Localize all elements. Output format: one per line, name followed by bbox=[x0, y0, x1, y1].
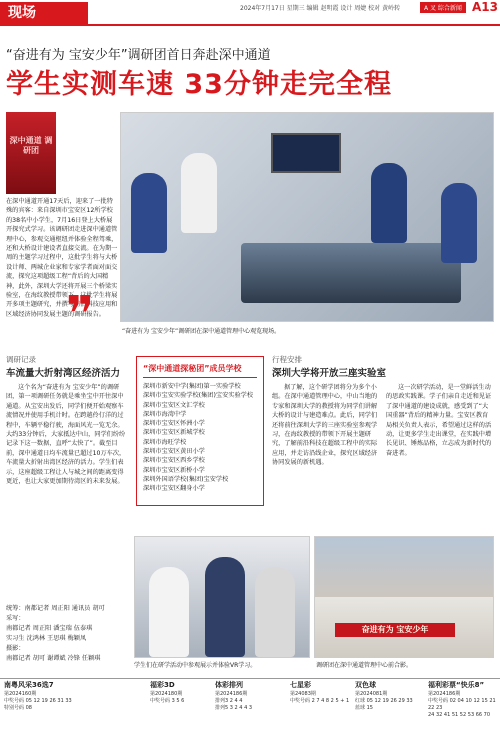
list-item: 深圳外国语学校(集团)宝安学校 bbox=[143, 475, 229, 483]
page-number: A13 bbox=[472, 0, 498, 14]
lottery-block bbox=[355, 682, 425, 712]
lottery-block bbox=[290, 682, 360, 705]
credit-line: 南都记者 周正阳 潘宝瑞 伍泰琪 bbox=[6, 625, 93, 632]
group-photo-caption: 调研团在深中通道管理中心前合影。 bbox=[316, 662, 413, 669]
list-item: 深圳市宝安区西乡学校 bbox=[143, 457, 205, 465]
bridge-model bbox=[241, 243, 461, 303]
student-figure bbox=[131, 173, 167, 253]
student-figure bbox=[441, 183, 477, 263]
lottery-line: 排列3 2 4 4 bbox=[215, 698, 243, 704]
column-body-right: 这一次研学活动，是一堂鲜活生动的思政实践课。学子们亲自走近和见证了深中通道的建设成就，感受到了“大国重器”背后的精神力量。宝安区教育局相关负责人表示，希望通过这样的活动，让更多学生走出课堂，在实践中增长见识、锤炼品格，立志成为新时代的奋进者。 bbox=[386, 384, 492, 457]
column-body-left: 据了解，这个研学团将分为多个小组。在深中通道管理中心，中山当地的专家和深圳大学的教授将为同学们讲解大桥的设计与建造难点。此后，同学们还将前往深圳大学的三座实验室参观学习，在海纹教授的带领下开展主题研究，了解前沿科技在超级工程中的实际应用，并走访沿线企业，探究区域经济协同发展的新机遇。 bbox=[272, 384, 378, 467]
poster-text: 深中通道 调研团 bbox=[9, 136, 53, 155]
list-item: 深圳市宝安区新桥小学 bbox=[143, 466, 205, 474]
edit-badge: A 叉 综合新闻 bbox=[420, 2, 466, 13]
lottery-title: 福利彩票“快乐8” bbox=[428, 681, 485, 689]
column-kicker: 调研记录 bbox=[6, 355, 36, 364]
list-item: 深圳市宝安区黄田小学 bbox=[143, 448, 205, 456]
lottery-title: 体彩排列 bbox=[215, 681, 243, 689]
article-intro: 在深中通道开通17天后，迎来了一批特殊的宾客：来自深圳市宝安区12所学校的38名中小学生，7月16日登上大桥展开探究式学习。该调研团走进深中通道管理中心，参观交通枢纽并体验全程驾乘，还和大桥设计建设者直接交流。在为期一周的主题学习过程中，这批学生将与大桥设计师、两城企业家和专家学者面对面交流，探究这项超级工程“背后的大国精神，此外，深圳大学还将开展三个桥梁实验室，在海纹教授带领下，这批学生将展开多项主题研究，并撰写前沿科技应用和区域经济协同发展主题的调研报告。 bbox=[6, 198, 118, 318]
lottery-line: 第2024081期 bbox=[355, 691, 388, 697]
credit-line: 统筹：南都记者 周正阳 通讯员 胡可 bbox=[6, 605, 105, 612]
lottery-line: 中奖号码 3 5 6 bbox=[150, 698, 185, 704]
poster-image bbox=[6, 112, 56, 194]
lottery-line: 24 32 41 51 52 53 66 70 bbox=[428, 712, 491, 718]
header-rule bbox=[0, 24, 500, 26]
column-kicker: 行程安排 bbox=[272, 355, 302, 364]
column-title: 深圳大学将开放三座实验室 bbox=[272, 368, 387, 379]
box-title: “深中通道探秘团”成员学校 bbox=[143, 363, 257, 378]
lottery-line: 第2024160期 bbox=[4, 691, 37, 697]
list-item: 深圳市海旺学校 bbox=[143, 438, 187, 446]
column-itinerary bbox=[272, 354, 494, 468]
lottery-block bbox=[150, 682, 220, 705]
column-title: 车流量大折射湾区经济活力 bbox=[6, 368, 121, 379]
lottery-line: 中奖号码 02 04 10 12 15 21 22 23 bbox=[428, 698, 496, 711]
credit-line: 摄影： bbox=[6, 645, 25, 652]
list-item: 深圳市宝安区翻身小学 bbox=[143, 485, 205, 493]
list-item: 深圳市新安中学(集团)第一实验学校 bbox=[143, 383, 241, 390]
member-schools-box bbox=[136, 356, 264, 506]
lottery-line: 排列5 3 2 4 4 3 bbox=[215, 705, 253, 711]
lottery-line: 第2024186期 bbox=[215, 691, 248, 697]
display-screen bbox=[271, 133, 341, 173]
lottery-line: 蓝球 15 bbox=[355, 705, 373, 711]
lottery-title: 双色球 bbox=[355, 681, 376, 689]
group-banner: 奋进有为 宝安少年 bbox=[335, 623, 455, 637]
article-credits bbox=[6, 604, 126, 664]
lottery-line: 特别号码 08 bbox=[4, 705, 32, 711]
student-figure bbox=[371, 163, 407, 243]
footer-rule bbox=[0, 678, 500, 679]
article-subhead: “奋进有为 宝安少年”调研团首日奔赴深中通道 bbox=[6, 48, 271, 63]
lottery-title: 南粤风采36选7 bbox=[4, 681, 54, 689]
quote-mark-icon: ❞ bbox=[66, 286, 95, 342]
issue-meta: 2024年7月17日 星期三 编辑 赵明霞 设计 周婕 校对 黄岭转 bbox=[240, 5, 401, 12]
list-item: 深圳市海湾中学 bbox=[143, 410, 187, 418]
lottery-line: 第24083期 bbox=[290, 691, 316, 697]
vr-photo bbox=[134, 536, 310, 658]
lottery-line: 中奖号码 05 12 19 26 31 33 bbox=[4, 698, 72, 704]
lottery-block bbox=[215, 682, 285, 712]
vr-photo-caption: 学生们在研学活动中参观展示并体验VR学习。 bbox=[134, 662, 257, 669]
hero-caption: “奋进有为 宝安少年”调研团在深中通道管理中心观览现场。 bbox=[122, 328, 281, 335]
credit-line: 实习生 沈鸿林 王思琪 梅颖凤 bbox=[6, 635, 87, 642]
section-tab: 现场 bbox=[0, 2, 88, 24]
lottery-block bbox=[4, 682, 84, 712]
article-headline: 学生实测车速 33分钟走完全程 bbox=[6, 69, 392, 100]
student-figure bbox=[181, 153, 217, 233]
lottery-block bbox=[428, 682, 498, 719]
hero-photo bbox=[120, 112, 494, 322]
column-body: 这个名为“奋进有为 宝安少年”的调研团，第一项调研任务就是乘坐宝中开往深中通道。从宝安出发后，同学们便开始观察车流情况并使用手机计时。在跨越伶仃洋的过程中，车辆平稳行驶，海面风光一览无余。大约33分钟后，大家抵达中山，同学们纷纷记录下这一数据，直呼“太快了”。截至目前，深中通道日均车流量已超过10万车次，车流量大折射出湾区经济的活力。学生们表示，这座超级工程让人与城之间的距离变得更近，也让大家更加期待湾区的未来发展。 bbox=[6, 384, 126, 486]
list-item: 深圳市宝安区新城学校 bbox=[143, 429, 205, 437]
list-item: 深圳市宝安区文汇学校 bbox=[143, 401, 205, 409]
credit-line: 南都记者 胡可 谢谭斌 冷锋 任颖琪 bbox=[6, 655, 101, 662]
column-research-record bbox=[6, 354, 126, 486]
list-item: 深圳市宝安实验学校(集团)宝安实验学校 bbox=[143, 392, 254, 400]
lottery-title: 福彩3D bbox=[150, 681, 175, 689]
page-header bbox=[0, 0, 500, 26]
list-item: 深圳市宝安区怀洲小学 bbox=[143, 420, 205, 428]
lottery-line: 第2024186期 bbox=[428, 691, 461, 697]
credit-line: 采写： bbox=[6, 615, 25, 622]
group-photo bbox=[314, 536, 494, 658]
lottery-line: 中奖号码 2 7 4 8 2 5 + 1 bbox=[290, 698, 350, 704]
lottery-line: 第2024180期 bbox=[150, 691, 183, 697]
lottery-line: 红球 05 12 19 26 29 33 bbox=[355, 698, 413, 704]
lottery-title: 七星彩 bbox=[290, 681, 311, 689]
